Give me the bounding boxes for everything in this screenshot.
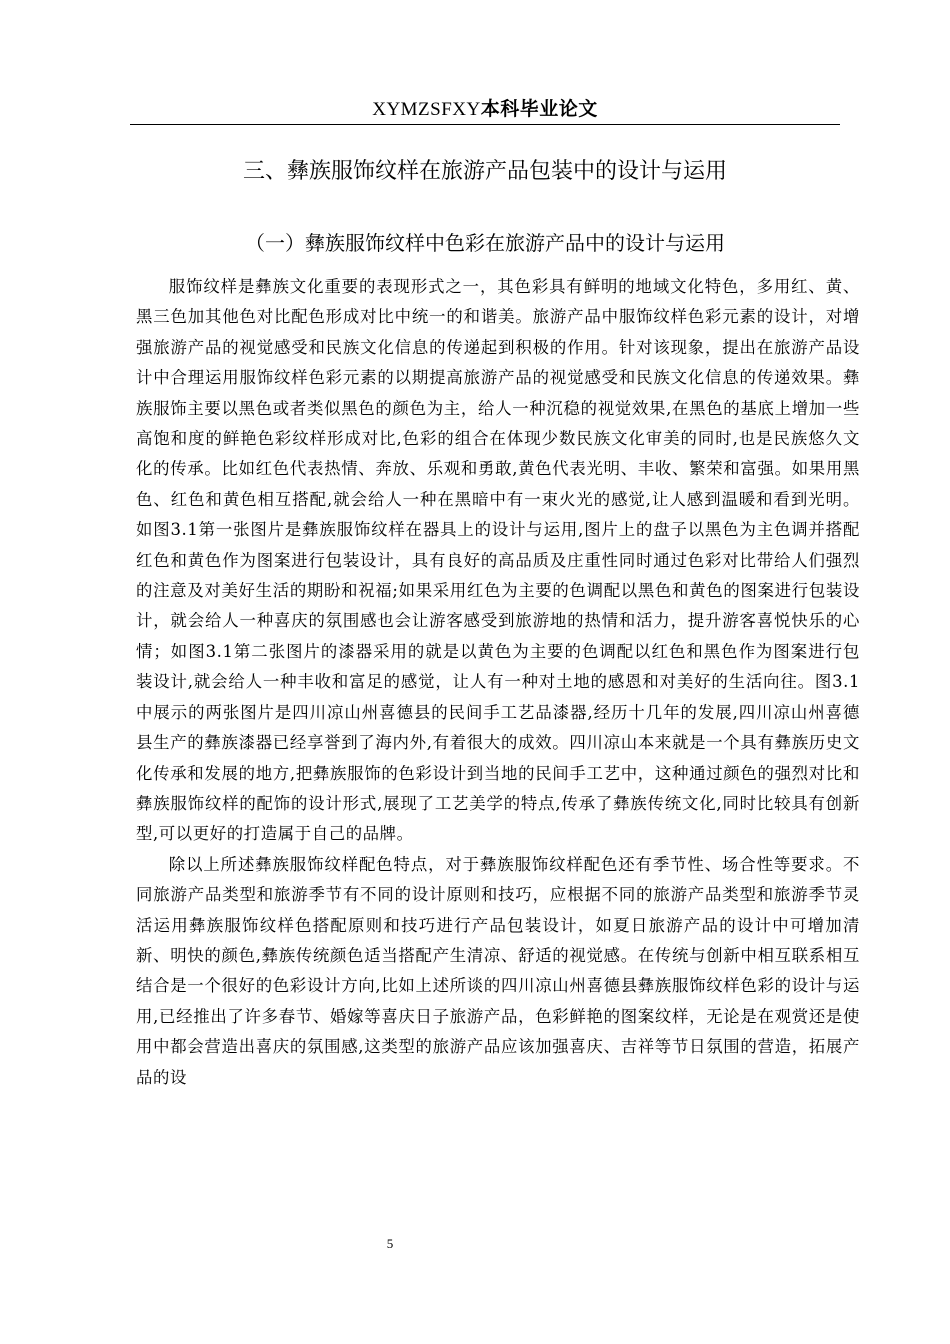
header-label: 本科毕业论文 [480, 98, 598, 120]
section-title: 三、彝族服饰纹样在旅游产品包装中的设计与运用 [242, 159, 727, 184]
paragraph-2: 除以上所述彝族服饰纹样配色特点，对于彝族服饰纹样配色还有季节性、场合性等要求。不同旅游产品类型和旅游季节有不同的设计原则和技巧，应根据不同的旅游产品类型和旅游季节灵活运用彝族服饰纹样色搭配原则和技巧进行产品包装设计，如夏日旅游产品的设计中可增加清新、明快的颜色,彝族传统颜色适当搭配产生清凉、舒适的视觉感。在传统与创新中相互联系相互结合是一个很好的色彩设计方向,比如上述所谈的四川凉山州喜德县彝族服饰纹样色彩的设计与运用,已经推出了许多春节、婚嫁等喜庆日子旅游产品，色彩鲜艳的图案纹样，无论是在观赏还是使用中都会营造出喜庆的氛围感,这类型的旅游产品应该加强喜庆、吉祥等节日氛围的营造，拓展产品的设 [136, 854, 860, 1087]
page-number: 5 [386, 1236, 394, 1251]
header-code: XYMZSFXY [372, 99, 481, 120]
header-divider [130, 124, 840, 125]
subsection-title: （一）彝族服饰纹样中色彩在旅游产品中的设计与运用 [245, 231, 725, 255]
body-text [136, 272, 860, 1093]
running-header [130, 97, 840, 122]
paragraph-1: 服饰纹样是彝族文化重要的表现形式之一，其色彩具有鲜明的地域文化特色，多用红、黄、黑三色加其他色对比配色形成对比中统一的和谐美。旅游产品中服饰纹样色彩元素的设计，对增强旅游产品的视觉感受和民族文化信息的传递起到积极的作用。针对该现象，提出在旅游产品设计中合理运用服饰纹样色彩元素的以期提高旅游产品的视觉感受和民族文化信息的传递效果。彝族服饰主要以黑色或者类似黑色的颜色为主，给人一种沉稳的视觉效果,在黑色的基底上增加一些高饱和度的鲜艳色彩纹样形成对比,色彩的组合在体现少数民族文化审美的同时,也是民族悠久文化的传承。比如红色代表热情、奔放、乐观和勇敢,黄色代表光明、丰收、繁荣和富强。如果用黑色、红色和黄色相互搭配,就会给人一种在黑暗中有一束火光的感觉,让人感到温暖和看到光明。如图3.1第一张图片是彝族服饰纹样在器具上的设计与运用,图片上的盘子以黑色为主色调并搭配红色和黄色作为图案进行包装设计，具有良好的高品质及庄重性同时通过色彩对比带给人们强烈的注意及对美好生活的期盼和祝福;如果采用红色为主要的色调配以黑色和黄色的图案进行包装设计，就会给人一种喜庆的氛围感也会让游客感受到旅游地的热情和活力，提升游客喜悦快乐的心情；如图3.1第二张图片的漆器采用的就是以黄色为主要的色调配以红色和黑色作为图案进行包装设计,就会给人一种丰收和富足的感觉，让人有一种对土地的感恩和对美好的生活向往。图3.1中展示的两张图片是四川凉山州喜德县的民间手工艺品漆器,经历十几年的发展,四川凉山州喜德县生产的彝族漆器已经享誉到了海内外,有着很大的成效。四川凉山本来就是一个具有彝族历史文化传承和发展的地方,把彝族服饰的色彩设计到当地的民间手工艺中，这种通过颜色的强烈对比和彝族服饰纹样的配饰的设计形式,展现了工艺美学的特点,传承了彝族传统文化,同时比较具有创新型,可以更好的打造属于自己的品牌。 [136, 277, 860, 844]
